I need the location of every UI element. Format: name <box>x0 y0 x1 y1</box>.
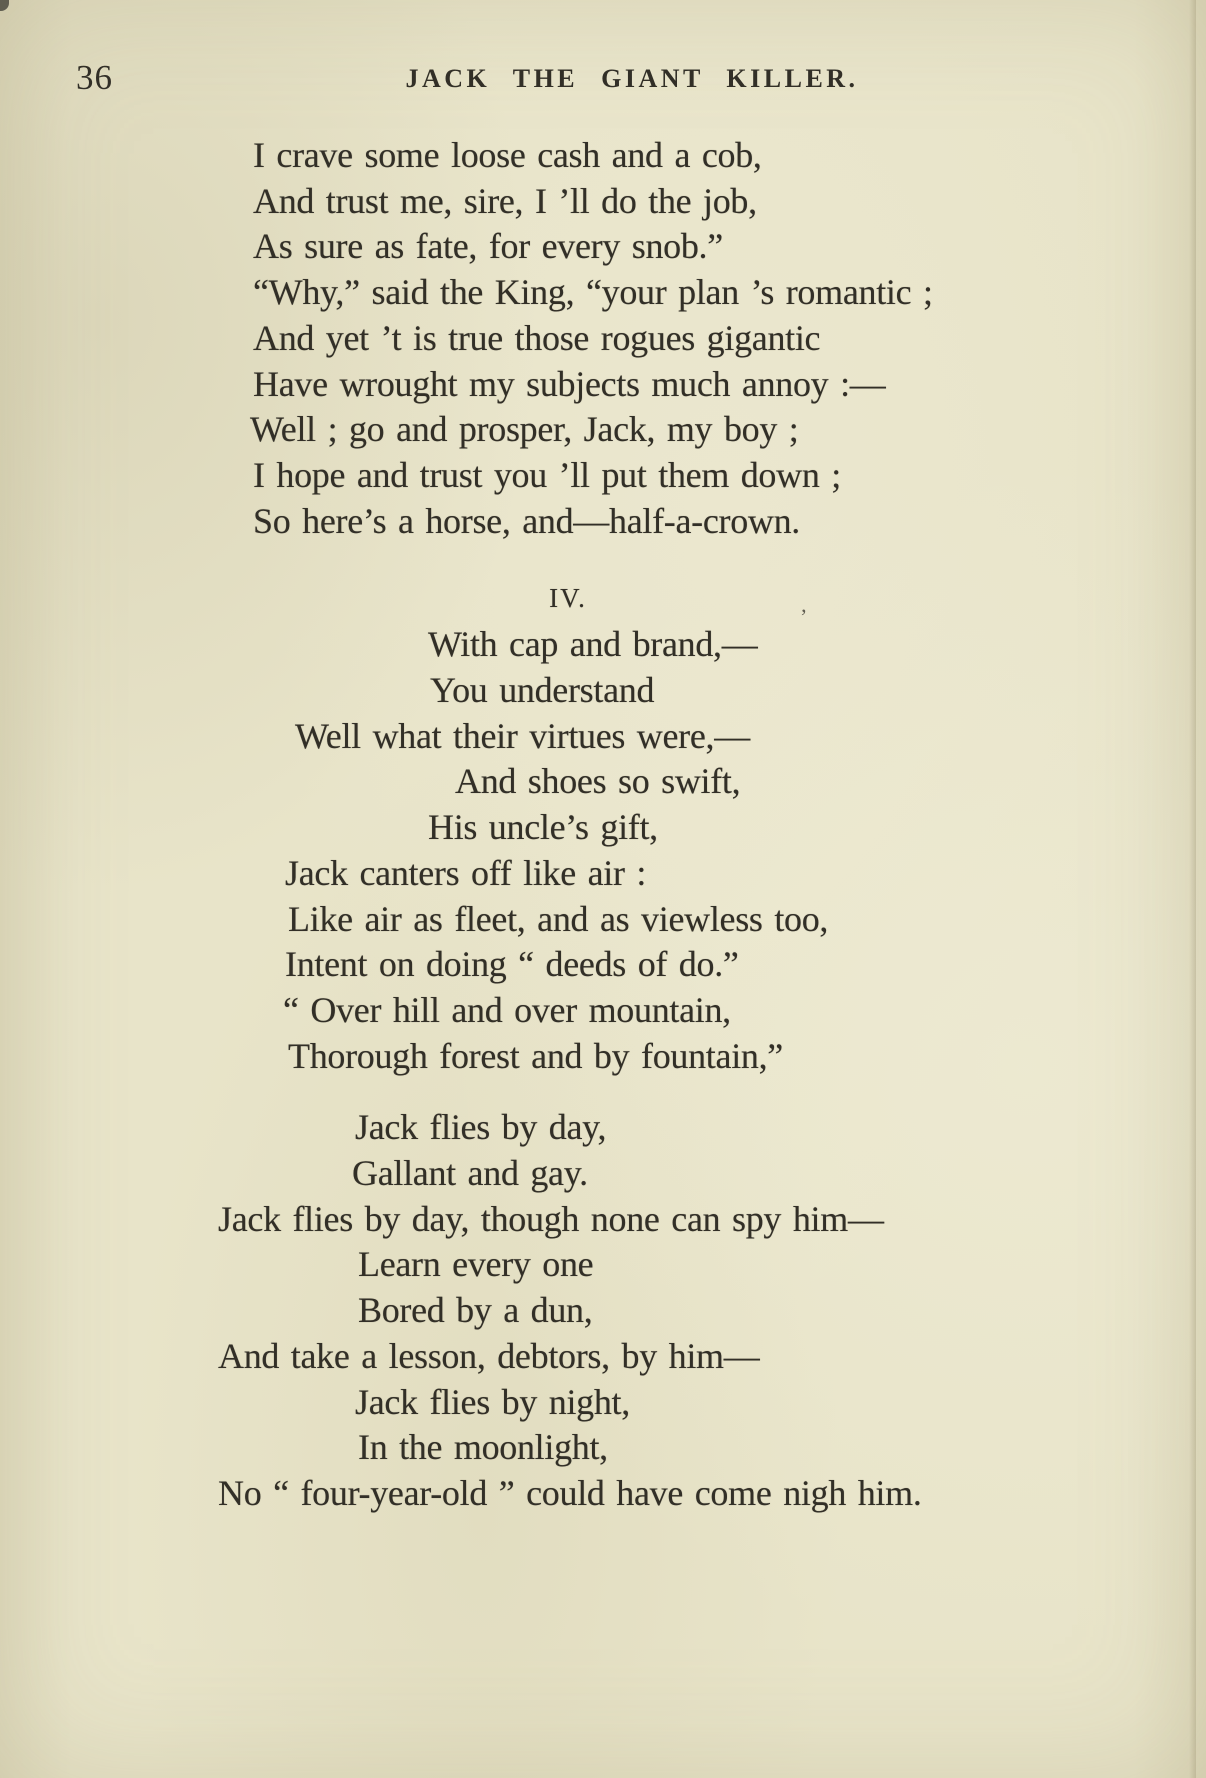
poem-line: And shoes so swift, <box>455 761 741 802</box>
poem-line: I crave some loose cash and a cob, <box>253 135 762 175</box>
poem-line: Intent on doing “ deeds of do.” <box>285 944 739 985</box>
poem-line: Bored by a dun, <box>358 1290 593 1331</box>
scan-artifact-corner <box>0 0 9 11</box>
stanza <box>0 1105 1206 1516</box>
poem-body <box>0 133 1206 1517</box>
poem-line: And yet ’t is true those rogues gigantic <box>253 317 821 358</box>
poem-line: You understand <box>430 670 655 711</box>
poem-line: Jack flies by night, <box>355 1381 630 1422</box>
poem-line: Have wrought my subjects much annoy :— <box>253 363 886 404</box>
poem-line: So here’s a horse, and—half-a-crown. <box>253 500 801 541</box>
poem-line: With cap and brand,— <box>428 624 758 665</box>
poem-line: And take a lesson, debtors, by him— <box>218 1335 760 1376</box>
poem-line: Well ; go and prosper, Jack, my boy ; <box>250 409 799 450</box>
poem-line: Gallant and gay. <box>352 1153 588 1194</box>
poem-line: “ Over hill and over mountain, <box>283 989 731 1030</box>
page-edge-shadow <box>1189 0 1196 1778</box>
running-title: JACK THE GIANT KILLER. <box>405 64 859 93</box>
poem-line: Like air as fleet, and as viewless too, <box>288 898 829 939</box>
poem-line: I hope and trust you ’ll put them down ; <box>253 454 841 495</box>
poem-line: And trust me, sire, I ’ll do the job, <box>253 180 757 221</box>
poem-line: Jack flies by day, though none can spy him— <box>218 1198 884 1239</box>
stanza <box>0 133 1206 544</box>
page-number: 36 <box>76 58 113 97</box>
poem-line: His uncle’s gift, <box>428 807 658 848</box>
poem-line: “Why,” said the King, “your plan ’s romantic ; <box>253 272 933 313</box>
poem-line: As sure as fate, for every snob.” <box>253 226 723 267</box>
poem-line: No “ four-year-old ” could have come nigh him. <box>218 1472 922 1513</box>
page-header <box>0 56 1206 100</box>
stanza <box>0 622 1206 1079</box>
poem-line: In the moonlight, <box>358 1427 608 1468</box>
ink-speck: ’ <box>800 604 808 629</box>
poem-line: Jack canters off like air : <box>285 852 647 893</box>
poem-line: Jack flies by day, <box>355 1107 607 1148</box>
poem-line: Thorough forest and by fountain,” <box>288 1035 783 1076</box>
poem-line: Well what their virtues were,— <box>295 715 750 756</box>
poem-line: Learn every one <box>358 1244 594 1285</box>
section-heading: IV. <box>549 583 587 614</box>
